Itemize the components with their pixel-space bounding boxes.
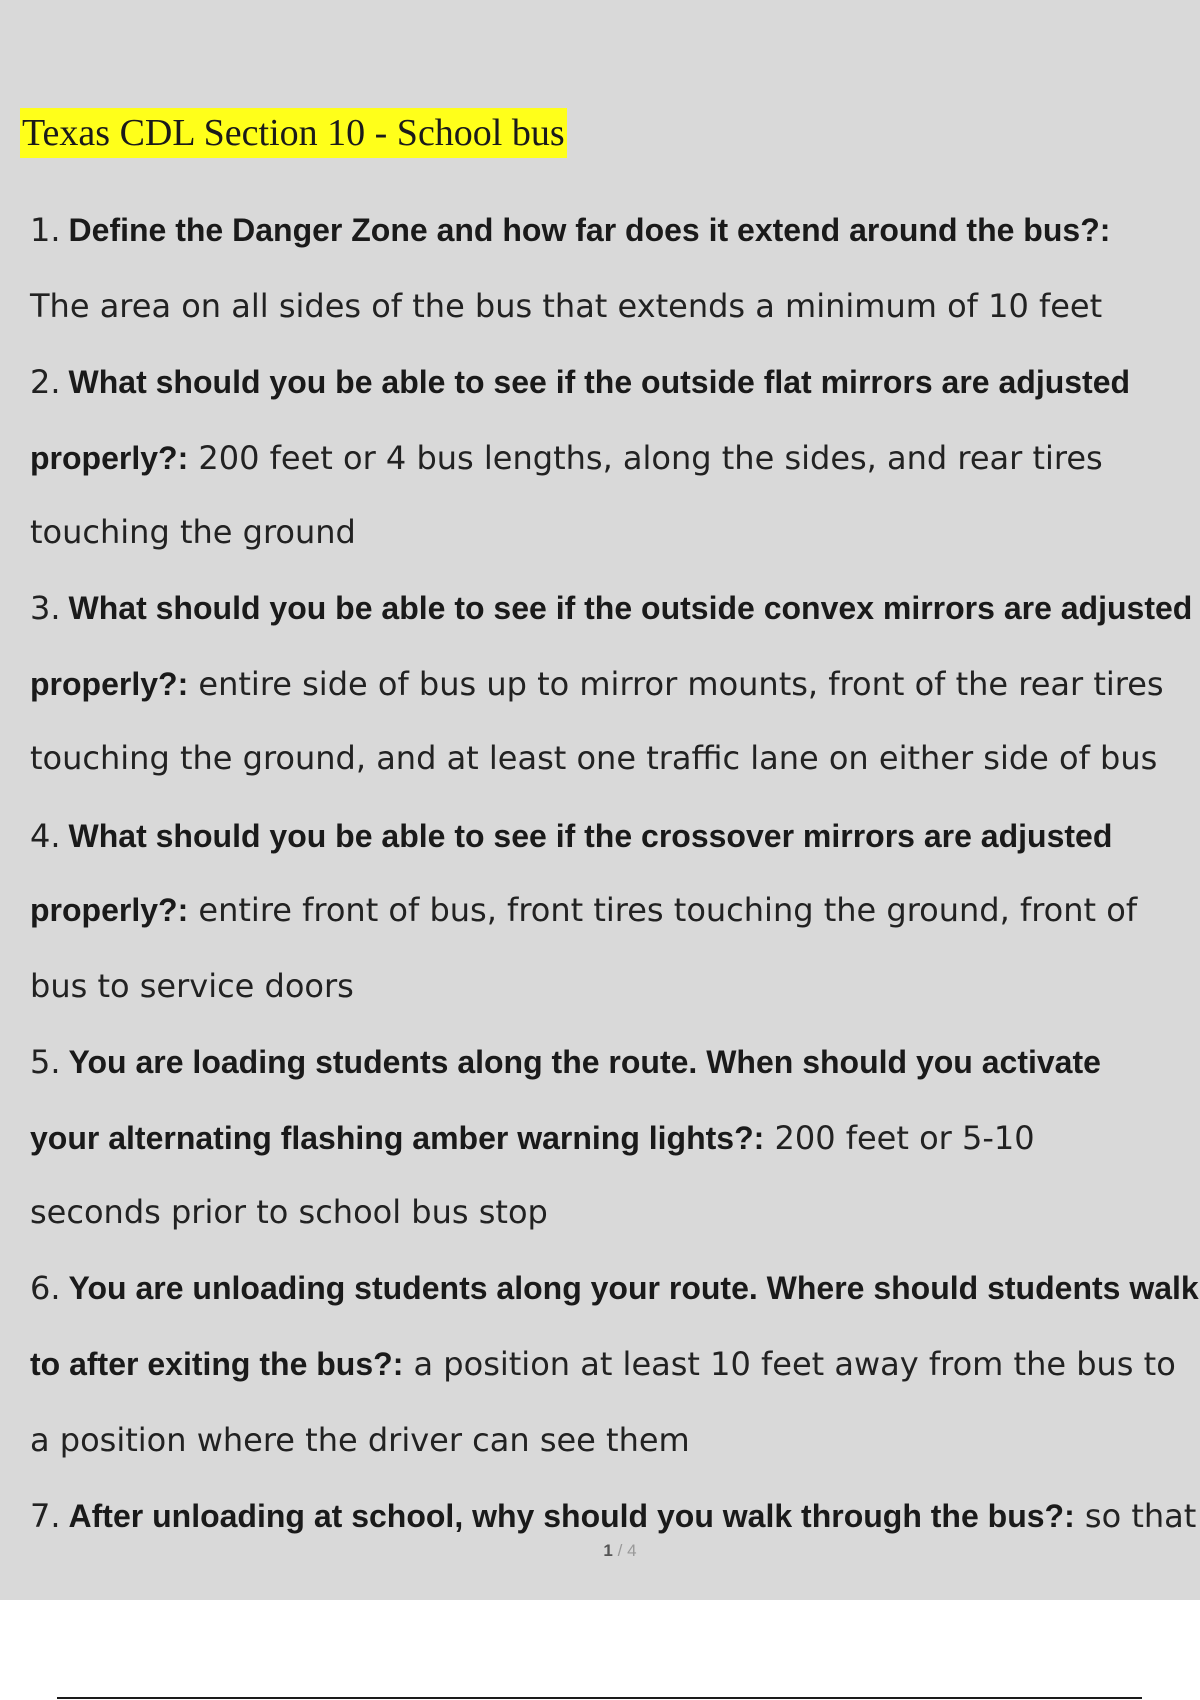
question-1	[30, 210, 1110, 250]
answer-3-cont	[30, 738, 1157, 778]
answer-text: 200 feet or 5-10	[764, 1119, 1035, 1157]
question-text: properly?:	[30, 440, 189, 476]
question-text: properly?:	[30, 666, 189, 702]
answer-text: so that	[1074, 1497, 1197, 1535]
question-number: 6.	[30, 1269, 61, 1307]
question-number: 5.	[30, 1043, 61, 1081]
answer-text: touching the ground	[30, 513, 356, 551]
answer-text: 200 feet or 4 bus lengths, along the sides, and rear tires	[188, 439, 1103, 477]
question-number: 1.	[30, 211, 61, 249]
question-text: properly?:	[30, 892, 189, 928]
question-number: 3.	[30, 589, 61, 627]
question-text: Define the Danger Zone and how far does it extend around the bus?:	[68, 212, 1111, 248]
answer-text: entire side of bus up to mirror mounts, front of the rear tires	[188, 665, 1164, 703]
answer-2-cont	[30, 512, 356, 552]
question-text: What should you be able to see if the outside convex mirrors are adjusted	[68, 590, 1193, 626]
document-title: Texas CDL Section 10 - School bus	[20, 108, 567, 158]
answer-text: a position at least 10 feet away from the bus to	[403, 1345, 1176, 1383]
answer-6-cont	[30, 1420, 690, 1460]
question-5	[30, 1042, 1101, 1082]
current-page: 1	[603, 1541, 613, 1560]
total-pages: 4	[627, 1541, 637, 1560]
page-divider-rule	[57, 1697, 1142, 1699]
answer-text: a position where the driver can see them	[30, 1421, 690, 1459]
question-text: What should you be able to see if the crossover mirrors are adjusted	[68, 818, 1113, 854]
question-3-cont	[30, 664, 1164, 704]
answer-text: bus to service doors	[30, 967, 354, 1005]
answer-4-cont	[30, 966, 354, 1006]
question-text: You are loading students along the route. When should you activate	[68, 1044, 1101, 1080]
question-2-cont	[30, 438, 1103, 478]
question-2	[30, 362, 1130, 402]
question-text: After unloading at school, why should you walk through the bus?:	[68, 1498, 1075, 1534]
answer-text: The area on all sides of the bus that extends a minimum of 10 feet	[30, 287, 1103, 325]
question-5-cont	[30, 1118, 1035, 1158]
question-text: to after exiting the bus?:	[30, 1346, 404, 1382]
question-6	[30, 1268, 1199, 1308]
question-text: What should you be able to see if the outside flat mirrors are adjusted	[68, 364, 1131, 400]
answer-1	[30, 286, 1102, 326]
question-text: You are unloading students along your route. Where should students walk	[68, 1270, 1199, 1306]
question-number: 7.	[30, 1497, 61, 1535]
answer-text: touching the ground, and at least one traffic lane on either side of bus	[30, 739, 1158, 777]
question-6-cont	[30, 1344, 1176, 1384]
question-4	[30, 816, 1112, 856]
question-4-cont	[30, 890, 1137, 930]
answer-5-cont	[30, 1192, 548, 1232]
question-number: 4.	[30, 817, 61, 855]
question-3	[30, 588, 1192, 628]
question-7	[30, 1496, 1196, 1536]
page-separator: /	[617, 1541, 623, 1560]
page-indicator	[0, 1541, 1200, 1561]
answer-text: entire front of bus, front tires touching the ground, front of	[188, 891, 1138, 929]
question-number: 2.	[30, 363, 61, 401]
answer-text: seconds prior to school bus stop	[30, 1193, 548, 1231]
question-text: your alternating flashing amber warning lights?:	[30, 1120, 765, 1156]
